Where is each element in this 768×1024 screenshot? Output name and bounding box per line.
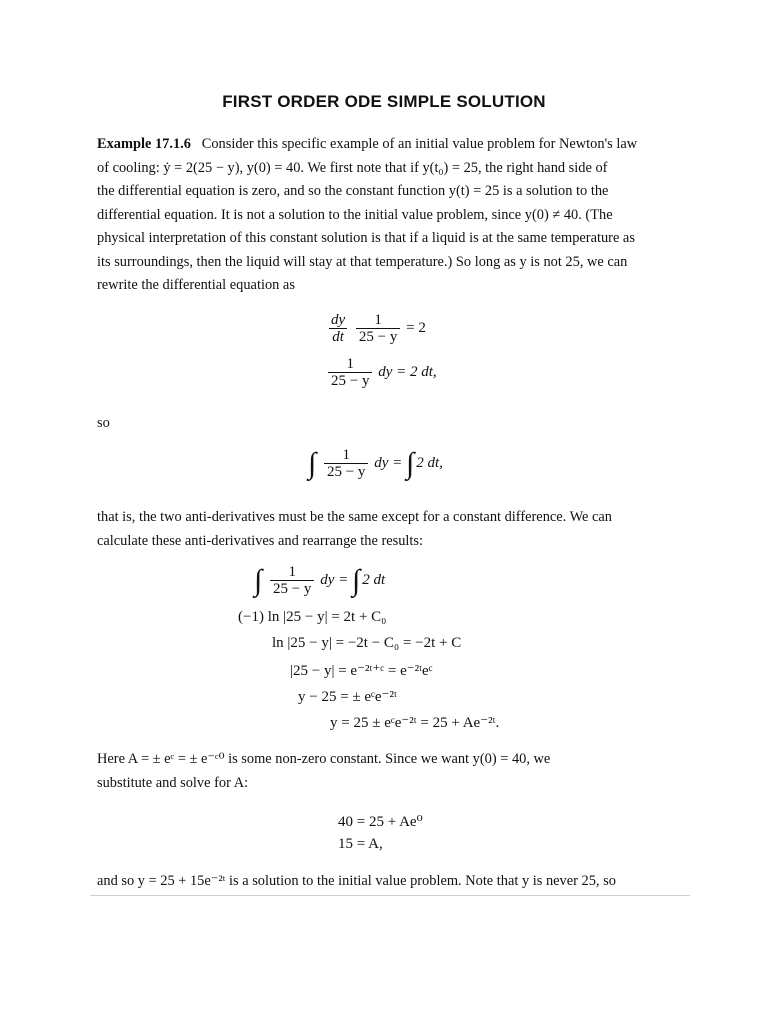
p1-line-7: rewrite the differential equation as bbox=[97, 277, 295, 293]
equation-3-line-3: ln |25 − y| = −2t − C₀ = −2t + C bbox=[272, 635, 462, 651]
page-title: FIRST ORDER ODE SIMPLE SOLUTION bbox=[222, 92, 546, 111]
equation-2: ∫ $\frac{1}{25 - y}$ dy = ∫ 2 dt, bbox=[308, 446, 443, 480]
p2-line-2: calculate these anti-derivatives and rearrange the results: bbox=[97, 532, 424, 549]
p1-line-2: of cooling: ẏ = 2(25 − y), y(0) = 40. We first note that if y(t₀) = 25, the right hand side of bbox=[97, 159, 608, 176]
example-label: Example 17.1.6 bbox=[97, 136, 191, 152]
p3-line-1: Here A = ± eᶜ = ± e⁻ᶜ⁰ is some non-zero constant. Since we want y(0) = 40, we bbox=[97, 751, 551, 767]
equation-4-line-1: 40 = 25 + Ae⁰ bbox=[338, 814, 423, 830]
p3-line-2: substitute and solve for A: bbox=[97, 774, 249, 791]
paragraph-constant bbox=[97, 748, 677, 795]
paragraph-intro bbox=[97, 133, 677, 298]
p4-line: and so y = 25 + 15e⁻²ᵗ is a solution to the initial value problem. Note that y is never 25, so bbox=[97, 873, 616, 889]
paragraph-antiderivatives bbox=[97, 506, 677, 553]
page-bottom-rule bbox=[90, 895, 690, 896]
p1-line-3: the differential equation is zero, and so the constant function y(t) = 25 is a solution to the bbox=[97, 183, 609, 199]
p2-line-1: that is, the two anti-derivatives must be the same except for a constant difference. We can bbox=[97, 509, 612, 525]
equation-3-line-2: (−1) ln |25 − y| = 2t + C₀ bbox=[238, 609, 387, 625]
p1-line-5: physical interpretation of this constant solution is that if a liquid is at the same temperature as bbox=[97, 230, 635, 246]
equation-1-line-1: $\frac{dy}{dt}$ $\frac{1}{25 - y}$ = 2 bbox=[331, 312, 426, 345]
paragraph-conclusion bbox=[97, 870, 677, 894]
equation-3-line-5: y − 25 = ± eᶜe⁻²ᵗ bbox=[298, 689, 397, 705]
p1-line-1: Consider this specific example of an initial value problem for Newton's law bbox=[201, 136, 638, 152]
p1-line-4: differential equation. It is not a solution to the initial value problem, since y(0) ≠ 40. (The bbox=[97, 206, 613, 223]
equation-4-line-2: 15 = A, bbox=[338, 836, 383, 852]
equation-1-line-2: $\frac{1}{25 - y}$ dy = 2 dt, bbox=[326, 356, 437, 389]
p1-line-6: its surroundings, then the liquid will stay at that temperature.) So long as y is not 25, we can bbox=[97, 253, 628, 270]
so-text: so bbox=[97, 415, 110, 431]
equation-3-line-6: y = 25 ± eᶜe⁻²ᵗ = 25 + Ae⁻²ᵗ. bbox=[330, 715, 500, 731]
equation-3-line-4: |25 − y| = e⁻²ᵗ⁺ᶜ = e⁻²ᵗeᶜ bbox=[290, 663, 433, 679]
equation-3-line-1: ∫ $\frac{1}{25 - y}$ dy = ∫ 2 dt bbox=[254, 563, 386, 597]
